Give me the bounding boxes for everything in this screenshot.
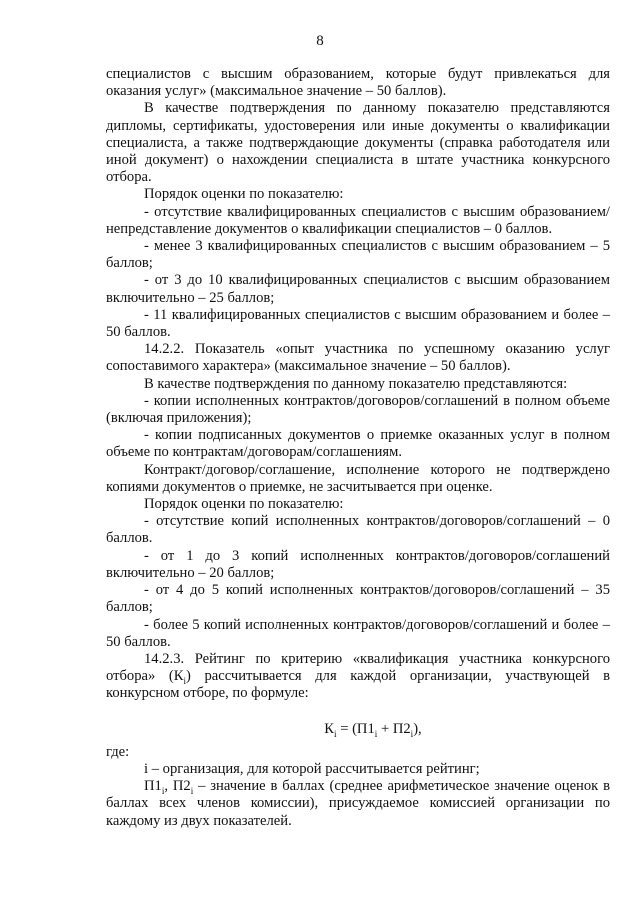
paragraph: Контракт/договор/соглашение, исполнение которого не подтверждено копиями документов о приемке, не засчитывается при оценке. (106, 461, 610, 495)
paragraph: - от 1 до 3 копий исполненных контрактов/договоров/соглашений включительно – 20 баллов; (106, 547, 610, 581)
paragraph: - от 3 до 10 квалифицированных специалистов с высшим образованием включительно – 25 баллов; (106, 272, 610, 306)
rating-text-after: ) рассчитывается для каждой организации, участвующей в конкурсном отборе, по формуле: (106, 668, 610, 702)
definition-sep: , П2 (164, 778, 191, 795)
definition-p1: П1 (144, 778, 162, 795)
rating-subscript: i (183, 676, 186, 687)
formula-k-sub: i (334, 728, 337, 739)
formula-eq: = (П1 (336, 720, 375, 737)
formula-p2-sub: i (410, 728, 414, 739)
paragraph: - от 4 до 5 копий исполненных контрактов/договоров/соглашений – 35 баллов; (106, 582, 610, 616)
paragraph: - менее 3 квалифицированных специалистов с высшим образованием – 5 баллов; (106, 238, 610, 272)
paragraph: - копии подписанных документов о приемке оказанных услуг в полном объеме по контрактам/договорам/соглашениям. (106, 427, 610, 461)
paragraph: В качестве подтверждения по данному показателю представляются дипломы, сертификаты, удостоверения или иные документы о квалификации специалиста, а также подтверждающие документы (справка работодателя или иной документ) о нахождении специалиста в штате участника конкурсного отбора. (106, 100, 610, 186)
paragraph: - отсутствие копий исполненных контрактов/договоров/соглашений – 0 баллов. (106, 513, 610, 547)
formula-p1-sub: i (374, 728, 378, 739)
paragraph-list (106, 66, 610, 651)
paragraph: - копии исполненных контрактов/договоров/соглашений в полном объеме (включая приложения); (106, 392, 610, 427)
paragraph: - более 5 копий исполненных контрактов/договоров/соглашений и более – 50 баллов. (106, 616, 610, 650)
rating-paragraph (106, 651, 610, 703)
where-label: где: (106, 743, 130, 760)
paragraph: 14.2.2. Показатель «опыт участника по успешному оказанию услуг сопоставимого характера» (максимальное значение – 50 баллов). (106, 341, 610, 375)
paragraph: Порядок оценки по показателю: (144, 496, 344, 513)
definition-text: – значение в баллах (среднее арифметическое значение оценок в баллах всех членов комиссии), присуждаемое комиссией организации по каждому из двух показателей. (106, 778, 610, 829)
formula-k: К (324, 720, 335, 737)
definition-i: i – организация, для которой рассчитывается рейтинг; (144, 760, 480, 777)
rating-text-before: 14.2.3. Рейтинг по критерию «квалификация участника конкурсного отбора» (К (106, 650, 610, 685)
formula (106, 721, 610, 738)
paragraph: - отсутствие квалифицированных специалистов с высшим образованием/ непредставление документов о квалификации специалистов – 0 баллов. (106, 203, 610, 237)
definition-p2-sub: i (190, 786, 194, 797)
document-body (106, 66, 610, 830)
formula-plus: + П2 (377, 720, 411, 737)
page-number: 8 (316, 33, 324, 49)
paragraph: Порядок оценки по показателю: (144, 186, 344, 203)
paragraph: специалистов с высшим образованием, которые будут привлекаться для оказания услуг» (максимальное значение – 50 баллов). (106, 66, 610, 100)
paragraph: - 11 квалифицированных специалистов с высшим образованием и более – 50 баллов. (106, 306, 610, 341)
paragraph: В качестве подтверждения по данному показателю представляются: (144, 375, 568, 392)
definition-p (106, 778, 610, 830)
formula-end: ), (413, 720, 422, 737)
definition-p1-sub: i (161, 786, 165, 797)
